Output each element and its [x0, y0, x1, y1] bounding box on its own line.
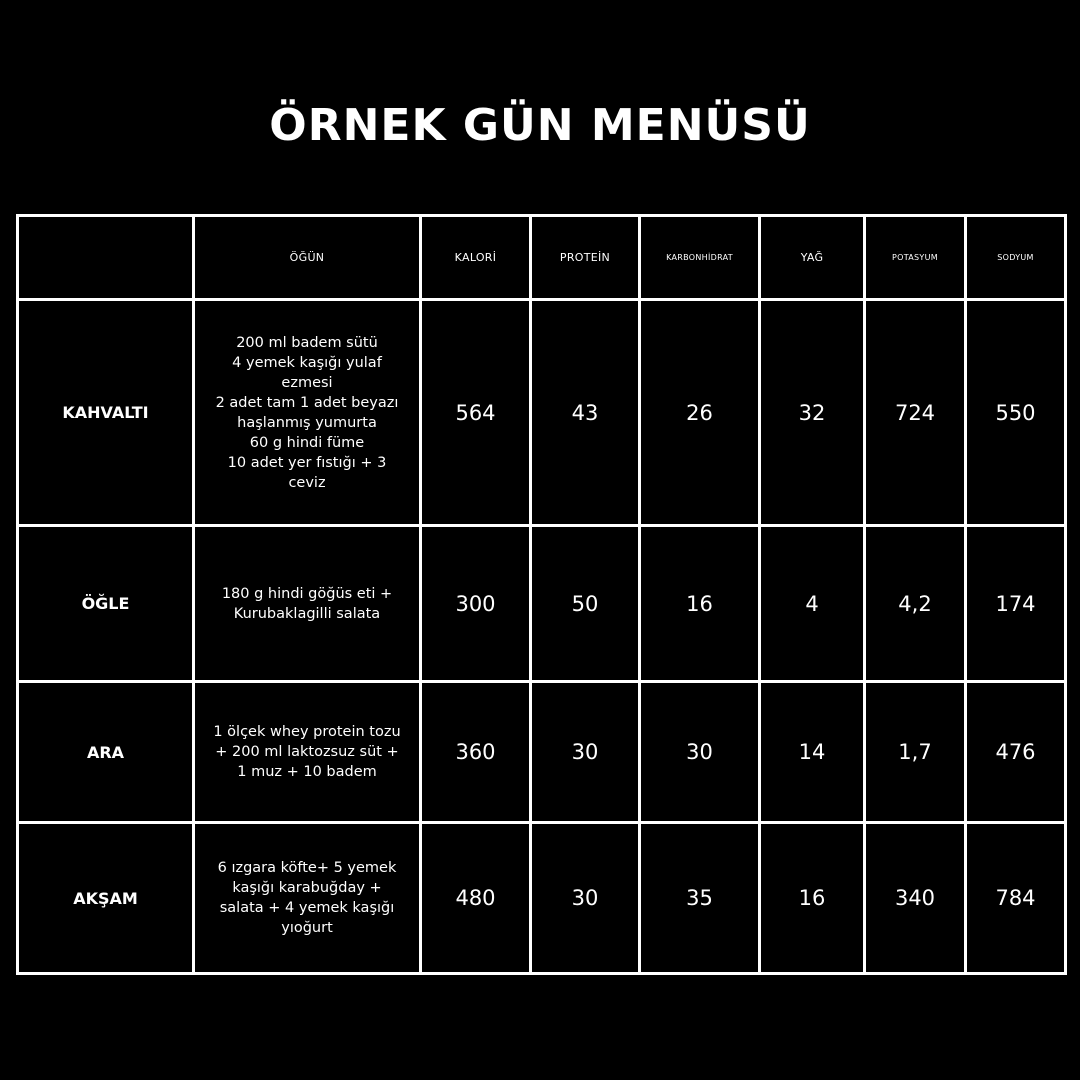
kalori-value: 564 [421, 300, 531, 526]
protein-value: 50 [531, 526, 640, 682]
meal-desc-line: 180 g hindi göğüs eti + Kurubaklagilli salata [221, 585, 393, 622]
meal-desc-line: 4 yemek kaşığı yulaf ezmesi [232, 354, 382, 391]
header-row [18, 216, 1066, 300]
karbonhidrat-value: 30 [640, 682, 760, 823]
meal-desc-line: 2 adet tam 1 adet beyazı haşlanmış yumurta [215, 394, 399, 431]
karbonhidrat-value: 26 [640, 300, 760, 526]
header-yag: YAĞ [760, 216, 865, 300]
meal-description [194, 300, 421, 526]
sodyum-value: 784 [966, 823, 1066, 974]
protein-value: 30 [531, 682, 640, 823]
header-potasyum: POTASYUM [865, 216, 966, 300]
header-protein: PROTEİN [531, 216, 640, 300]
meal-name: KAHVALTI [18, 300, 194, 526]
kalori-value: 360 [421, 682, 531, 823]
meal-description [194, 526, 421, 682]
meal-name: ARA [18, 682, 194, 823]
kalori-value: 300 [421, 526, 531, 682]
header-meal: ÖĞÜN [194, 216, 421, 300]
yag-value: 32 [760, 300, 865, 526]
sodyum-value: 476 [966, 682, 1066, 823]
kalori-value: 480 [421, 823, 531, 974]
header-sodyum: SODYUM [966, 216, 1066, 300]
meal-desc-line: 1 ölçek whey protein tozu + 200 ml laktozsuz süt + 1 muz + 10 badem [213, 724, 401, 780]
meal-desc-line: 60 g hindi füme [249, 434, 365, 451]
sodyum-value: 550 [966, 300, 1066, 526]
yag-value: 4 [760, 526, 865, 682]
yag-value: 16 [760, 823, 865, 974]
yag-value: 14 [760, 682, 865, 823]
table-row [18, 823, 1066, 974]
potasyum-value: 4,2 [865, 526, 966, 682]
potasyum-value: 1,7 [865, 682, 966, 823]
meal-desc-line: 10 adet yer fıstığı + 3 ceviz [227, 454, 387, 491]
potasyum-value: 340 [865, 823, 966, 974]
karbonhidrat-value: 35 [640, 823, 760, 974]
page-title: ÖRNEK GÜN MENÜSÜ [269, 100, 811, 151]
meal-desc-line: 6 ızgara köfte+ 5 yemek kaşığı karabuğday + salata + 4 yemek kaşığı yıoğurt [217, 860, 397, 936]
potasyum-value: 724 [865, 300, 966, 526]
header-blank [18, 216, 194, 300]
meal-name: ÖĞLE [18, 526, 194, 682]
meal-desc-line: 200 ml badem sütü [236, 334, 378, 351]
protein-value: 43 [531, 300, 640, 526]
table-row [18, 682, 1066, 823]
table-row [18, 526, 1066, 682]
table-row [18, 300, 1066, 526]
meal-description [194, 823, 421, 974]
menu-table [16, 214, 1067, 975]
meal-description [194, 682, 421, 823]
karbonhidrat-value: 16 [640, 526, 760, 682]
sodyum-value: 174 [966, 526, 1066, 682]
header-kalori: KALORİ [421, 216, 531, 300]
protein-value: 30 [531, 823, 640, 974]
header-karbonhidrat: KARBONHİDRAT [640, 216, 760, 300]
meal-name: AKŞAM [18, 823, 194, 974]
